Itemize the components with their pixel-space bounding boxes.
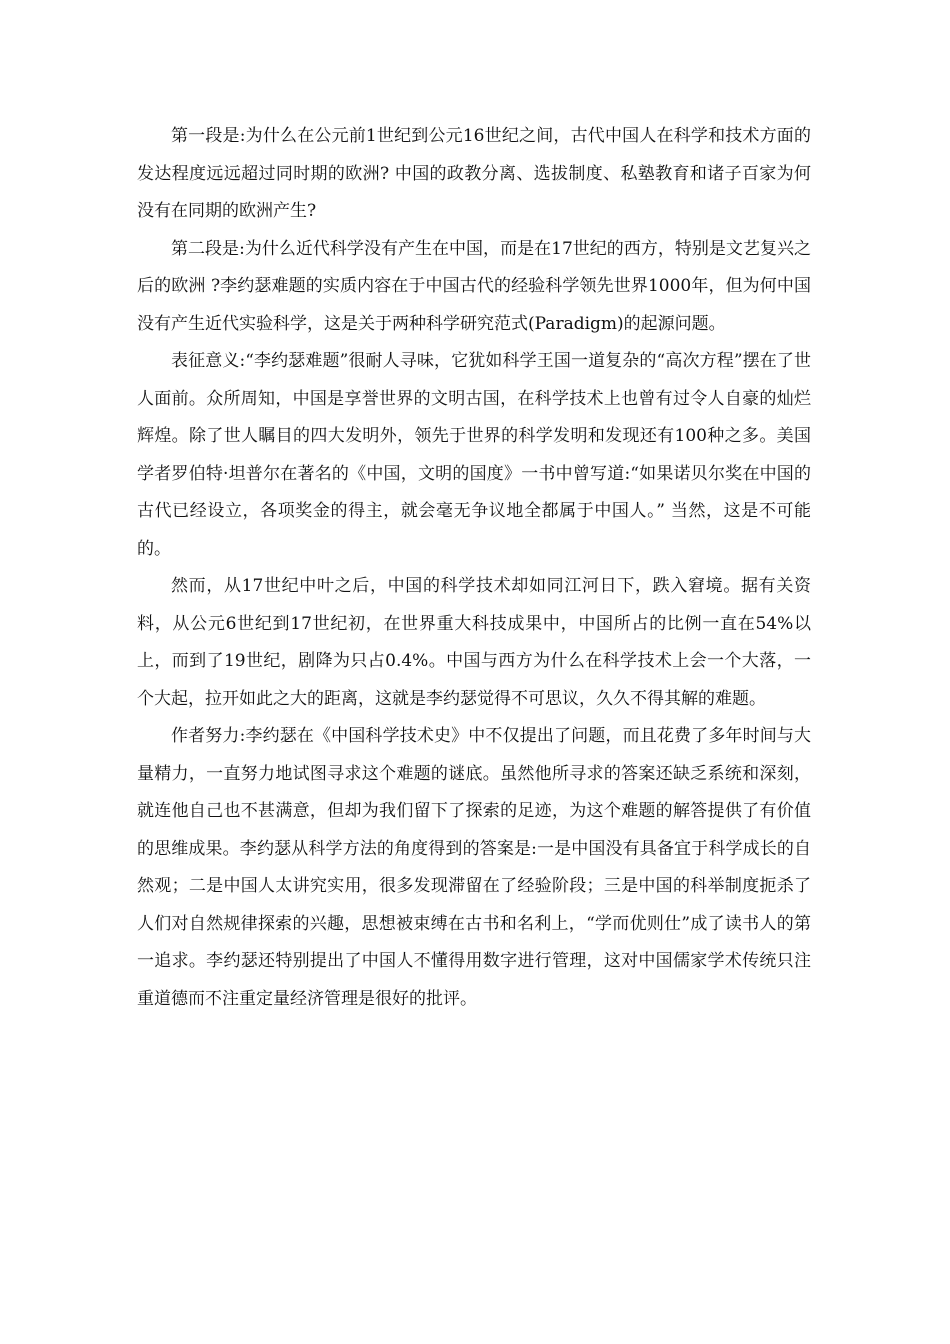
paragraph-second-section: 第二段是:为什么近代科学没有产生在中国，而是在17世纪的西方，特别是文艺复兴之后的欧洲 ?李约瑟难题的实质内容在于中国古代的经验科学领先世界1000年，但为何中国没有产生近代实验科学，这是关于两种科学研究范式(Paradigm)的起源问题。 <box>137 238 811 334</box>
paragraph-author-effort: 作者努力:李约瑟在《中国科学技术史》中不仅提出了问题，而且花费了多年时间与大量精力，一直努力地试图寻求这个难题的谜底。虽然他所寻求的答案还缺乏系统和深刻，就连他自己也不甚满意，但却为我们留下了探索的足迹，为这个难题的解答提供了有价值的思维成果。李约瑟从科学方法的角度得到的答案是:一是中国没有具备宜于科学成长的自然观；二是中国人太讲究实用，很多发现滞留在了经验阶段；三是中国的科举制度扼杀了人们对自然规律探索的兴趣，思想被束缚在古书和名利上，“学而优则仕”成了读书人的第一追求。李约瑟还特别提出了中国人不懂得用数字进行管理，这对中国儒家学术传统只注重道德而不注重定量经济管理是很好的批评。 <box>137 726 811 1009</box>
paragraph-first-section: 第一段是:为什么在公元前1世纪到公元16世纪之间，古代中国人在科学和技术方面的发达程度远远超过同时期的欧洲? 中国的政教分离、选拔制度、私塾教育和诸子百家为何没有在同期的欧洲产生? <box>137 126 811 221</box>
paragraph-significance: 表征意义:“李约瑟难题”很耐人寻味，它犹如科学王国一道复杂的“高次方程”摆在了世人面前。众所周知，中国是享誉世界的文明古国，在科学技术上也曾有过令人自豪的灿烂辉煌。除了世人瞩目的四大发明外，领先于世界的科学发明和发现还有100种之多。美国学者罗伯特·坦普尔在著名的《中国，文明的国度》一书中曾写道:“如果诺贝尔奖在中国的古代已经设立，各项奖金的得主，就会毫无争议地全都属于中国人。” 当然，这是不可能的。 <box>137 351 811 559</box>
document-body <box>137 118 811 1018</box>
paragraph-decline: 然而，从17世纪中叶之后，中国的科学技术却如同江河日下，跌入窘境。据有关资料，从公元6世纪到17世纪初，在世界重大科技成果中，中国所占的比例一直在54%以上，而到了19世纪，剧降为只占0.4%。中国与西方为什么在科学技术上会一个大落，一个大起，拉开如此之大的距离，这就是李约瑟觉得不可思议，久久不得其解的难题。 <box>137 576 811 709</box>
